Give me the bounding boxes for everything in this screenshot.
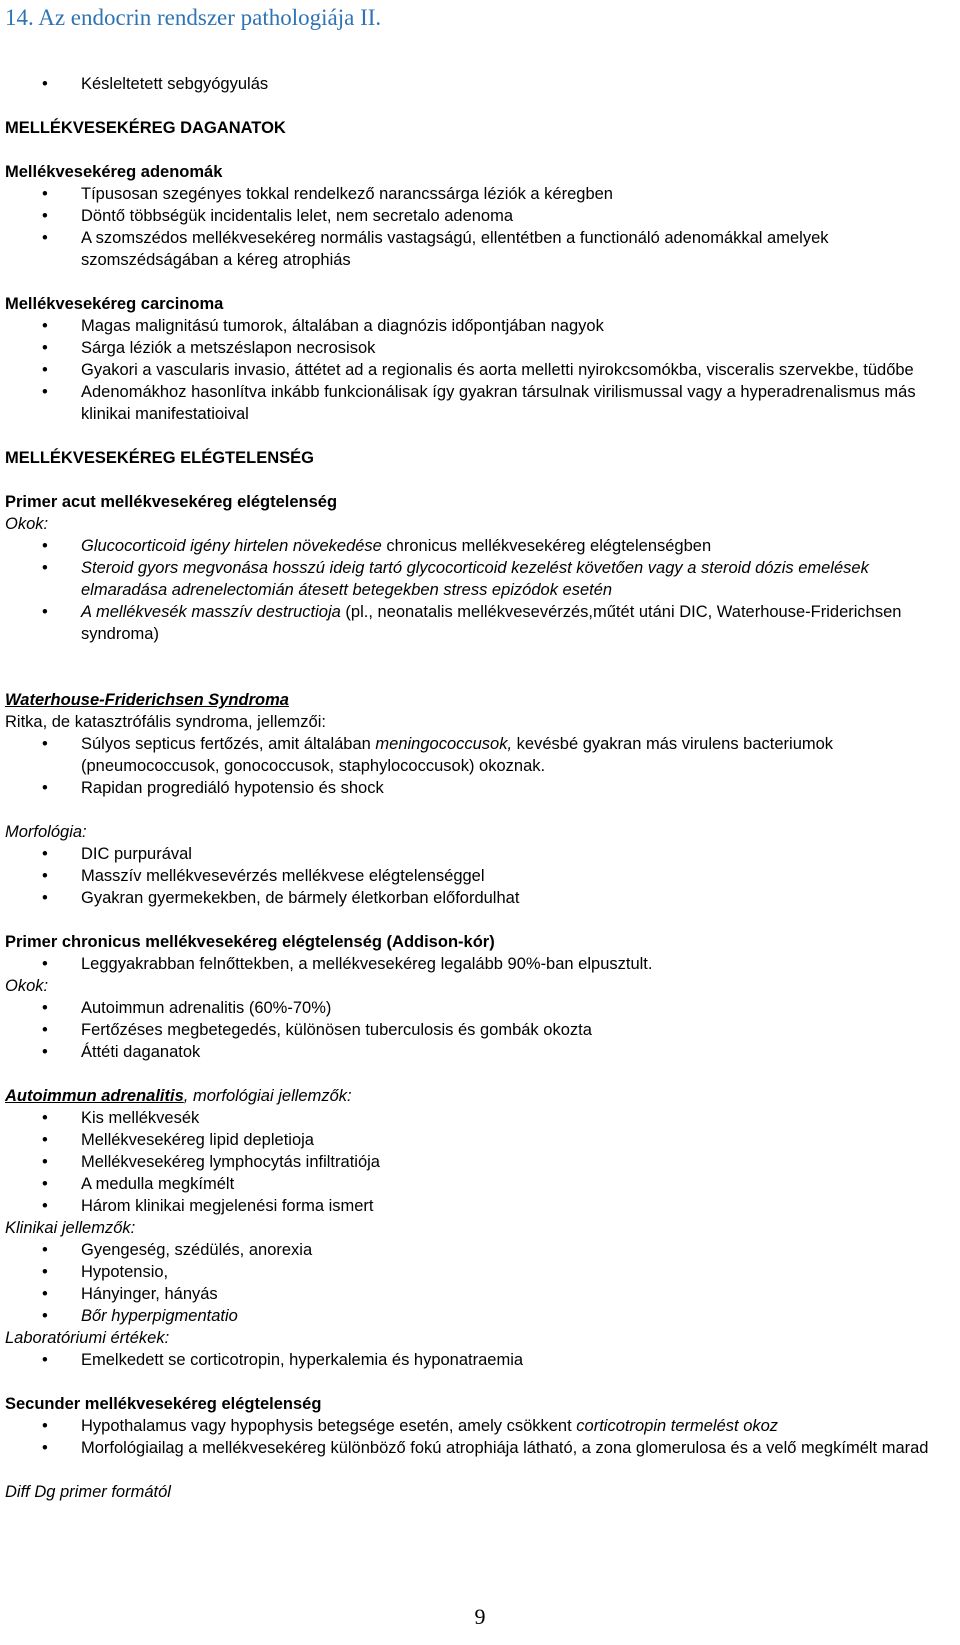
bullet-icon: •	[42, 207, 48, 225]
bullet-icon: •	[42, 361, 48, 379]
list-item: • Autoimmun adrenalitis (60%-70%)	[42, 999, 332, 1017]
bullet-icon: •	[42, 1175, 48, 1193]
carcinoma-list	[5, 315, 955, 425]
section-heading: MELLÉKVESEKÉREG DAGANATOK	[5, 119, 286, 137]
bullet-icon: •	[42, 185, 48, 203]
subsection-heading: Mellékvesekéreg adenomák	[5, 163, 223, 181]
list-item: • Mellékvesekéreg lymphocytás infiltratiója	[42, 1153, 380, 1171]
bullet-icon: •	[42, 889, 48, 907]
list-item: • A mellékvesék masszív destructioja (pl., neonatalis mellékvesevérzés,műtét utáni DIC, Waterhouse-Friderichsen syndroma)	[42, 603, 902, 643]
subsection-heading: Primer acut mellékvesekéreg elégtelenség	[5, 493, 338, 511]
bullet-icon: •	[42, 1131, 48, 1149]
bullet-icon: •	[42, 867, 48, 885]
okok-label: Okok:	[5, 515, 49, 533]
list-item: • Rapidan progrediáló hypotensio és shock	[42, 779, 384, 797]
list-item: • Morfológiailag a mellékvesekéreg különböző fokú atrophiája látható, a zona glomerulosa és a velő megkímélt marad	[42, 1439, 929, 1457]
subsection-heading: Waterhouse-Friderichsen Syndroma	[5, 691, 289, 709]
subsection-heading: Mellékvesekéreg carcinoma	[5, 295, 224, 313]
bullet-icon: •	[42, 1197, 48, 1215]
secunder-list	[5, 1415, 955, 1459]
bullet-icon: •	[42, 603, 48, 621]
list-item: • Hányinger, hányás	[42, 1285, 218, 1303]
diff-dg-text: Diff Dg primer formától	[5, 1483, 171, 1501]
intro-list	[5, 73, 955, 95]
subsection-heading: Primer chronicus mellékvesekéreg elégtelenség (Addison-kór)	[5, 933, 495, 951]
list-item: • Hypotensio,	[42, 1263, 169, 1281]
list-item: • Áttéti daganatok	[42, 1043, 201, 1061]
document-body	[5, 73, 955, 1503]
addison-okok-list	[5, 997, 955, 1063]
list-item: • Adenomákhoz hasonlítva inkább funkcionálisak így gyakran társulnak virilismussal vagy a hyperadrenalismus más klinikai manifestatioival	[42, 383, 916, 423]
morfologia-list	[5, 843, 955, 909]
klinikai-label: Klinikai jellemzők:	[5, 1219, 136, 1237]
list-item: • A szomszédos mellékvesekéreg normális vastagságú, ellentétben a functionáló adenomákkal amelyek szomszédságában a kéreg atrophiás	[42, 229, 829, 269]
bullet-icon: •	[42, 1109, 48, 1127]
waterhouse-list	[5, 733, 955, 799]
bullet-icon: •	[42, 1439, 48, 1457]
bullet-icon: •	[42, 1153, 48, 1171]
bullet-icon: •	[42, 1417, 48, 1435]
bullet-icon: •	[42, 75, 48, 93]
list-item: • Steroid gyors megvonása hosszú ideig tartó glycocorticoid kezelést követően vagy a steroid dózis emelések elmaradása adrenelectomián átesett betegekben stress epizódok esetén	[42, 559, 869, 599]
bullet-icon: •	[42, 779, 48, 797]
bullet-icon: •	[42, 383, 48, 401]
bullet-icon: •	[42, 317, 48, 335]
bullet-icon: •	[42, 999, 48, 1017]
list-item: • A medulla megkímélt	[42, 1175, 235, 1193]
bullet-icon: •	[42, 1241, 48, 1259]
list-item: • Masszív mellékvesevérzés mellékvese elégtelenséggel	[42, 867, 485, 885]
intro-text: Ritka, de katasztrófális syndroma, jellemzői:	[5, 713, 326, 731]
subsection-heading: Secunder mellékvesekéreg elégtelenség	[5, 1395, 322, 1413]
bullet-icon: •	[42, 1285, 48, 1303]
list-item: • Kis mellékvesék	[42, 1109, 200, 1127]
subsection-heading: Autoimmun adrenalitis, morfológiai jellemzők:	[5, 1087, 352, 1105]
bullet-icon: •	[42, 1021, 48, 1039]
bullet-icon: •	[42, 1043, 48, 1061]
list-item: • Három klinikai megjelenési forma ismert	[42, 1197, 374, 1215]
morfologia-label: Morfológia:	[5, 823, 87, 841]
bullet-icon: •	[42, 559, 48, 577]
list-item: • Gyengeség, szédülés, anorexia	[42, 1241, 313, 1259]
list-item: • Típusosan szegényes tokkal rendelkező narancssárga léziók a kéregben	[42, 185, 613, 203]
bullet-icon: •	[42, 955, 48, 973]
list-item: • Bőr hyperpigmentatio	[42, 1307, 238, 1325]
bullet-icon: •	[42, 735, 48, 753]
list-item: • Sárga léziók a metszéslapon necrosisok	[42, 339, 376, 357]
bullet-icon: •	[42, 537, 48, 555]
page-number: 9	[474, 1604, 486, 1629]
list-item: • Súlyos septicus fertőzés, amit általában meningococcusok, kevésbé gyakran más virulens bacteriumok (pneumococcusok, gonococcusok, staphylococcusok) okoznak.	[42, 735, 834, 775]
bullet-icon: •	[42, 339, 48, 357]
addison-list	[5, 953, 955, 975]
list-item: • Fertőzéses megbetegedés, különösen tuberculosis és gombák okozta	[42, 1021, 592, 1039]
bullet-icon: •	[42, 1351, 48, 1369]
list-item: • Leggyakrabban felnőttekben, a mellékvesekéreg legalább 90%-ban elpusztult.	[42, 955, 653, 973]
list-item: • Késleltetett sebgyógyulás	[42, 75, 269, 93]
bullet-icon: •	[42, 845, 48, 863]
list-item: • Gyakran gyermekekben, de bármely életkorban előfordulhat	[42, 889, 520, 907]
labor-list	[5, 1349, 955, 1371]
bullet-icon: •	[42, 229, 48, 247]
list-item: • Gyakori a vascularis invasio, áttétet ad a regionalis és aorta melletti nyirokcsomókba, visceralis szervekbe, tüdőbe	[42, 361, 914, 379]
autoimmun-list	[5, 1107, 955, 1217]
list-item: • Hypothalamus vagy hypophysis betegsége esetén, amely csökkent corticotropin termelést okoz	[42, 1417, 779, 1435]
list-item: • Mellékvesekéreg lipid depletioja	[42, 1131, 314, 1149]
bullet-icon: •	[42, 1263, 48, 1281]
list-item: • Emelkedett se corticotropin, hyperkalemia és hyponatraemia	[42, 1351, 524, 1369]
list-item: • Döntő többségük incidentalis lelet, nem secretalo adenoma	[42, 207, 514, 225]
bullet-icon: •	[42, 1307, 48, 1325]
section-heading: MELLÉKVESEKÉREG ELÉGTELENSÉG	[5, 449, 314, 467]
list-item: • Glucocorticoid igény hirtelen növekedése chronicus mellékvesekéreg elégtelenségben	[42, 537, 712, 555]
page-title: 14. Az endocrin rendszer pathologiája II.	[5, 5, 382, 30]
labor-label: Laboratóriumi értékek:	[5, 1329, 170, 1347]
okok-label: Okok:	[5, 977, 49, 995]
list-item: • DIC purpurával	[42, 845, 192, 863]
adenoma-list	[5, 183, 955, 271]
list-item: • Magas malignitású tumorok, általában a diagnózis időpontjában nagyok	[42, 317, 604, 335]
primer-acut-list	[5, 535, 955, 645]
klinikai-list	[5, 1239, 955, 1327]
